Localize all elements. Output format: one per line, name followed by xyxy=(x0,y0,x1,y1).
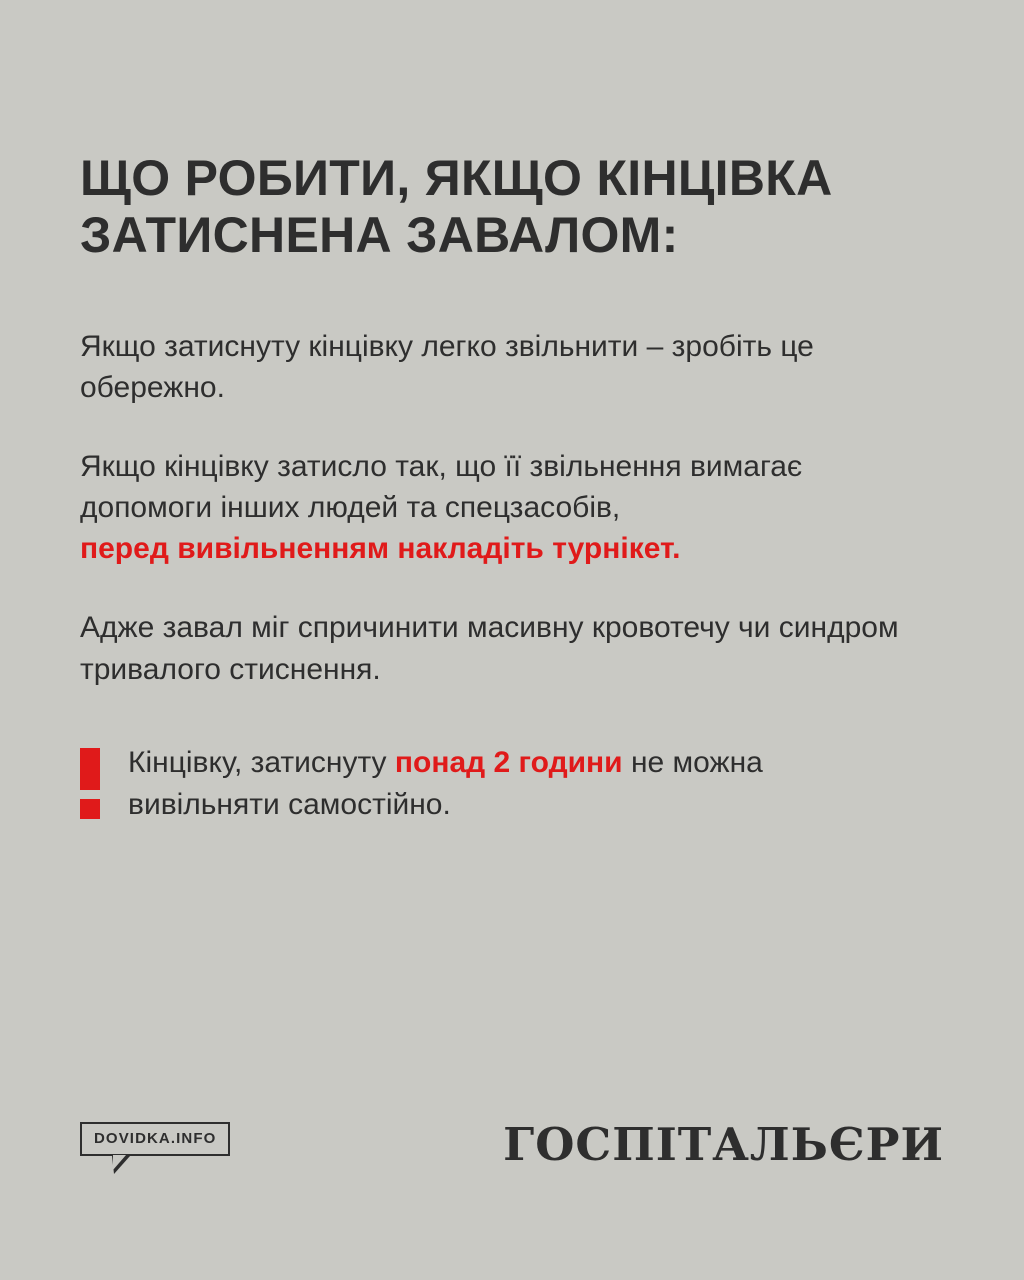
paragraph-2-highlight: перед вивільненням накладіть турнікет. xyxy=(80,532,681,566)
paragraph-3: Адже завал міг спричинити масивну кровотечу чи синдром тривалого стиснення. xyxy=(80,611,899,686)
warning-text-after: не можна вивільняти самостійно. xyxy=(128,745,763,821)
paragraph-1: Якщо затиснуту кінцівку легко звільнити – зробіть це обережно. xyxy=(80,330,814,405)
dovidka-logo[interactable] xyxy=(80,1122,230,1174)
brand-logo: ГОСПІТАЛЬЄРИ xyxy=(503,1118,944,1171)
dovidka-logo-label: DOVIDKA.INFO xyxy=(80,1122,230,1156)
paragraph-2 xyxy=(80,446,930,569)
poster-content xyxy=(80,150,948,826)
paragraph-2-lead: Якщо кінцівку затисло так, що її звільнення вимагає допомоги інших людей та спецзасобів, xyxy=(80,450,803,525)
warning-text-before: Кінцівку, затиснуту xyxy=(128,745,395,779)
exclamation-mark-icon xyxy=(80,748,102,819)
warning-highlight: понад 2 години xyxy=(394,745,623,779)
speech-bubble-tail-icon xyxy=(112,1156,130,1174)
page-title: ЩО РОБИТИ, ЯКЩО КІНЦІВКА ЗАТИСНЕНА ЗАВАЛОМ: xyxy=(80,150,833,263)
warning-callout xyxy=(80,742,948,826)
body-text-blocks xyxy=(80,326,948,690)
poster-footer xyxy=(80,1118,944,1192)
warning-text xyxy=(128,742,918,826)
